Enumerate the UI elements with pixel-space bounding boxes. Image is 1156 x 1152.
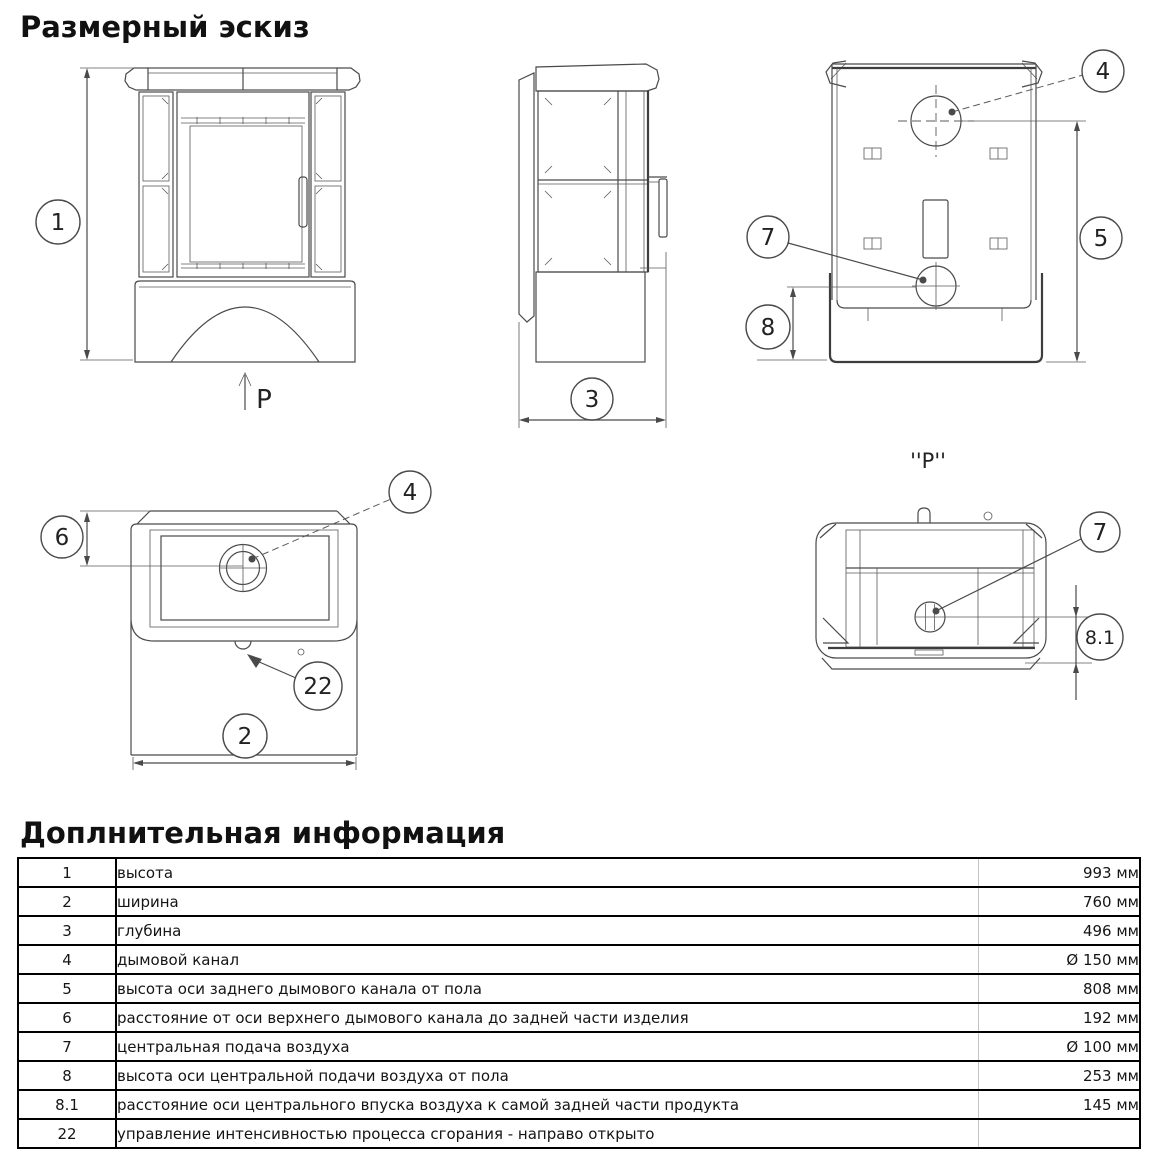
row-description: расстояние от оси верхнего дымового канала до задней части изделия [116,1003,978,1032]
additional-info-table [17,857,1141,1149]
row-value: Ø 150 мм [978,945,1140,974]
row-description: высота оси центральной подачи воздуха от пола [116,1061,978,1090]
row-description: высота [116,858,978,887]
table-row [18,974,1140,1003]
rear-air-inlet-opening [912,262,960,310]
top-flue-opening [219,544,267,592]
row-value: 145 мм [978,1090,1140,1119]
row-description: глубина [116,916,978,945]
table-row [18,945,1140,974]
table-row [18,858,1140,887]
callout-6-label: 6 [54,525,70,551]
row-number: 5 [18,974,116,1003]
bottom-air-inlet-opening [915,602,945,632]
table-row [18,887,1140,916]
callout-7-bottom-label: 7 [1092,520,1108,546]
row-number: 4 [18,945,116,974]
row-value: Ø 100 мм [978,1032,1140,1061]
vent-slots [864,148,1007,249]
base-arch [171,307,319,362]
row-number: 3 [18,916,116,945]
front-view [36,68,360,415]
row-description: дымовой канал [116,945,978,974]
callout-7-rear-label: 7 [760,225,776,251]
row-number: 22 [18,1119,116,1148]
row-number: 8 [18,1061,116,1090]
row-description: центральная подача воздуха [116,1032,978,1061]
callout-4-rear-label: 4 [1095,59,1111,85]
screw [298,649,304,655]
callout-5-label: 5 [1093,226,1109,252]
row-description: расстояние оси центрального впуска воздуха к самой задней части продукта [116,1090,978,1119]
row-number: 6 [18,1003,116,1032]
direction-p-arrow [239,373,272,415]
dimension-height [36,68,146,360]
page-title: Размерный эскиз [20,10,310,44]
row-value: 192 мм [978,1003,1140,1032]
control-knob [235,641,251,649]
row-number: 7 [18,1032,116,1061]
p-view [816,449,1123,700]
table-row [18,1090,1140,1119]
section-title: Доплнительная информация [20,816,506,850]
callout-22-label: 22 [303,674,333,700]
p-view-title: ''P'' [910,449,946,473]
row-number: 8.1 [18,1090,116,1119]
table-row [18,916,1140,945]
row-description: управление интенсивностью процесса сгорания - направо открыто [116,1119,978,1148]
table-row [18,1003,1140,1032]
top-view [41,471,431,770]
row-number: 2 [18,887,116,916]
row-description: высота оси заднего дымового канала от пола [116,974,978,1003]
p-arrow-label: P [256,385,272,415]
row-value: 253 мм [978,1061,1140,1090]
table-row [18,1032,1140,1061]
callout-3-label: 3 [584,387,600,413]
row-value [978,1119,1140,1148]
dimension-width [133,714,356,770]
row-value: 496 мм [978,916,1140,945]
table-row [18,1061,1140,1090]
table-row [18,1119,1140,1148]
row-value: 808 мм [978,974,1140,1003]
row-value: 760 мм [978,887,1140,916]
callout-8-1-label: 8.1 [1084,627,1116,649]
dimension-depth [519,252,666,428]
callout-8-label: 8 [760,315,776,341]
callout-2-label: 2 [237,724,253,750]
rear-view [746,50,1124,362]
callout-4-top-label: 4 [402,480,418,506]
row-number: 1 [18,858,116,887]
row-value: 993 мм [978,858,1140,887]
side-door-handle [648,177,667,237]
row-description: ширина [116,887,978,916]
control-callout [247,654,342,710]
callout-1-label: 1 [50,210,66,236]
side-view [519,64,667,428]
door-handle [299,177,307,227]
